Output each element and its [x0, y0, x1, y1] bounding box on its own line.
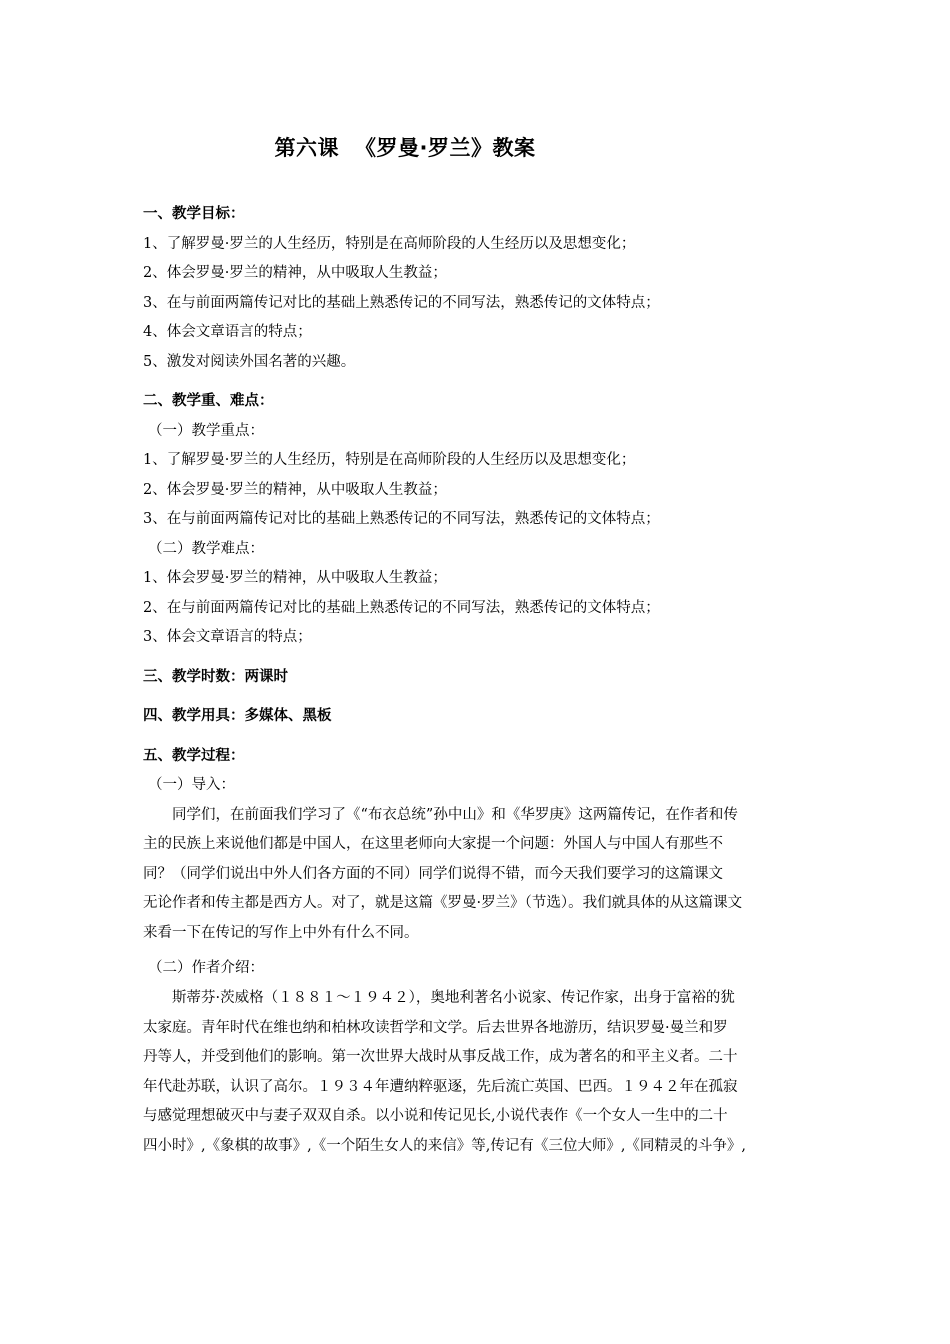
subheading-key-points: （一）教学重点： — [148, 422, 264, 439]
goal-item: 5、激发对阅读外国名著的兴趣。 — [143, 353, 356, 370]
document-body — [143, 200, 811, 1162]
paragraph-line: 丹等人，并受到他们的影响。第一次世界大战时从事反战工作，成为著名的和平主义者。二十 — [143, 1049, 738, 1066]
paragraph-line: 斯蒂芬·茨威格（１８８１～１９４２），奥地利著名小说家、传记作家，出身于富裕的犹 — [172, 989, 735, 1006]
section-heading-process: 五、教学过程： — [143, 747, 245, 764]
subheading-introduction: （一）导入： — [148, 777, 235, 793]
section-heading-tools: 四、教学用具：多媒体、黑板 — [143, 708, 332, 724]
introduction-paragraph — [143, 801, 811, 949]
goal-item: 3、在与前面两篇传记对比的基础上熟悉传记的不同写法，熟悉传记的文体特点； — [143, 294, 660, 311]
goal-item: 2、体会罗曼·罗兰的精神，从中吸取人生教益； — [143, 265, 447, 281]
difficult-point-item: 2、在与前面两篇传记对比的基础上熟悉传记的不同写法，熟悉传记的文体特点； — [143, 599, 660, 616]
goal-item: 4、体会文章语言的特点； — [143, 324, 312, 340]
paragraph-line: 主的民族上来说他们都是中国人，在这里老师向大家提一个问题：外国人与中国人有那些不 — [143, 836, 723, 853]
goal-item: 1、了解罗曼·罗兰的人生经历，特别是在高师阶段的人生经历以及思想变化； — [143, 235, 636, 252]
section-heading-key-points: 二、教学重、难点： — [143, 393, 274, 409]
paragraph-line: 太家庭。青年时代在维也纳和柏林攻读哲学和文学。后去世界各地游历，结识罗曼·曼兰和罗 — [143, 1019, 728, 1036]
paragraph-line: 四小时》,《象棋的故事》,《一个陌生女人的来信》等,传记有《三位大师》,《同精灵的斗争》, — [143, 1137, 747, 1154]
subheading-difficult-points: （二）教学难点： — [148, 540, 264, 557]
author-paragraph — [143, 984, 811, 1162]
subheading-author: （二）作者介绍： — [148, 960, 264, 977]
paragraph-line: 同？（同学们说出中外人们各方面的不同）同学们说得不错，而今天我们要学习的这篇课文 — [143, 865, 723, 882]
paragraph-line: 年代赴苏联，认识了高尔。１９３４年遭纳粹驱逐，先后流亡英国、巴西。１９４２年在孤寂 — [143, 1078, 738, 1095]
paragraph-line: 无论作者和传主都是西方人。对了，就是这篇《罗曼·罗兰》（节选）。我们就具体的从这篇课文 — [143, 895, 743, 912]
difficult-point-item: 3、体会文章语言的特点； — [143, 629, 312, 645]
difficult-point-item: 1、体会罗曼·罗兰的精神，从中吸取人生教益； — [143, 570, 447, 586]
lesson-name: 《罗曼·罗兰》教案 — [355, 136, 536, 160]
key-point-item: 3、在与前面两篇传记对比的基础上熟悉传记的不同写法，熟悉传记的文体特点； — [143, 511, 660, 527]
paragraph-line: 同学们，在前面我们学习了《“布衣总统”孙中山》和《华罗庚》这两篇传记，在作者和传 — [172, 806, 738, 823]
section-heading-hours: 三、教学时数：两课时 — [143, 668, 288, 685]
paragraph-line: 与感觉理想破灭中与妻子双双自杀。以小说和传记见长,小说代表作《一个女人一生中的二十 — [143, 1108, 728, 1125]
document-title — [0, 132, 810, 162]
key-point-item: 1、了解罗曼·罗兰的人生经历，特别是在高师阶段的人生经历以及思想变化； — [143, 452, 636, 468]
section-heading-goals: 一、教学目标： — [143, 206, 245, 222]
key-point-item: 2、体会罗曼·罗兰的精神，从中吸取人生教益； — [143, 481, 447, 498]
paragraph-line: 来看一下在传记的写作上中外有什么不同。 — [143, 924, 419, 941]
lesson-number: 第六课 — [274, 136, 339, 160]
